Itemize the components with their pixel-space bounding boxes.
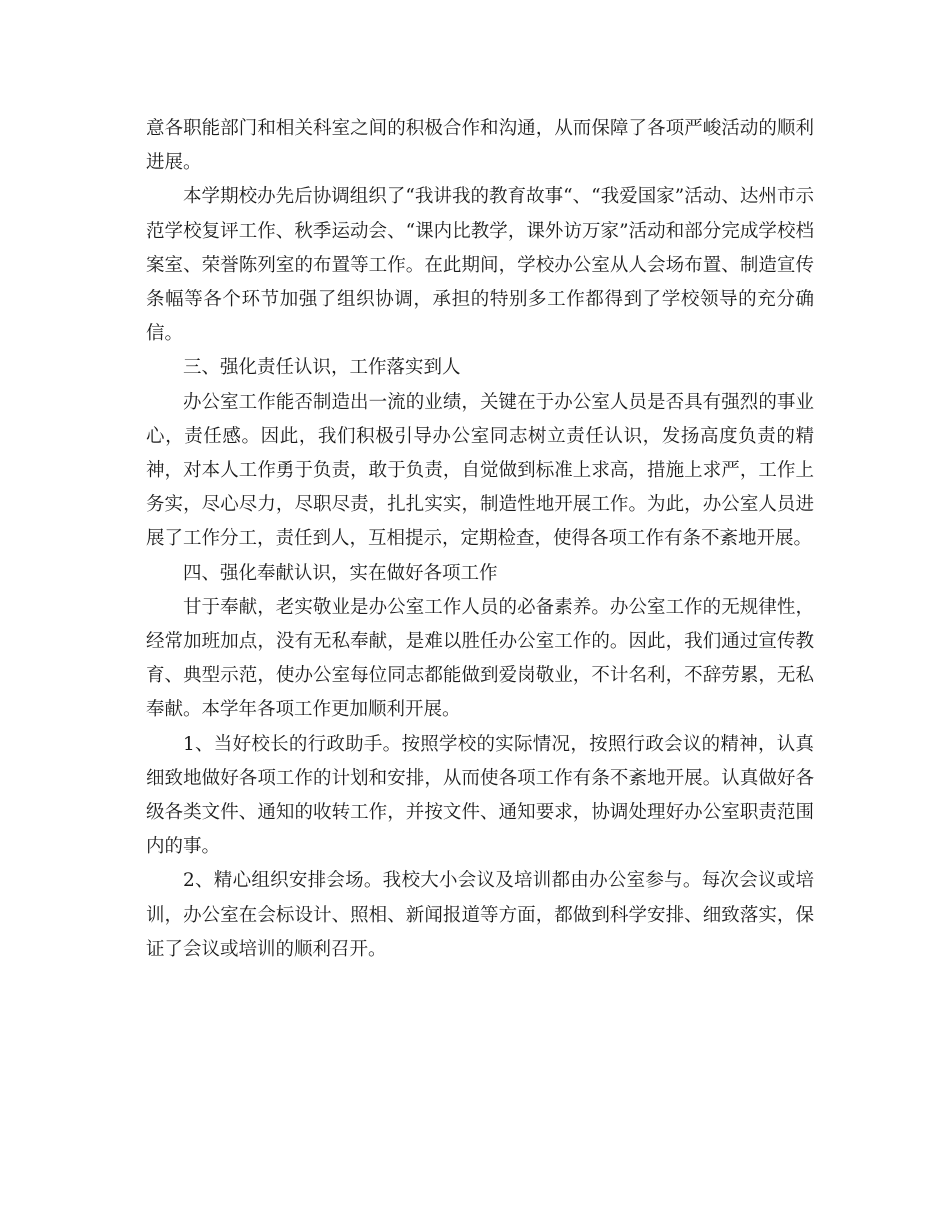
list-item-meeting-arrangement: 2、精心组织安排会场。我校大小会议及培训都由办公室参与。每次会议或培训，办公室在会标设计、照相、新闻报道等方面，都做到科学安排、细致落实，保证了会议或培训的顺利召开。 [146, 870, 814, 960]
paragraph-dedication: 甘于奉献，老实敬业是办公室工作人员的必备素养。办公室工作的无规律性，经常加班加点，没有无私奉献，是难以胜任办公室工作的。因此，我们通过宣传教育、典型示范，使办公室每位同志都能做到爱岗敬业，不计名利，不辞劳累，无私奉献。本学年各项工作更加顺利开展。 [146, 596, 814, 721]
section-heading-dedication: 四、强化奉献认识，实在做好各项工作 [183, 562, 498, 584]
paragraph-school-office-activities: 本学期校办先后协调组织了“我讲我的教育故事“、“我爱国家”活动、达州市示范学校复评工作、秋季运动会、“课内比教学，课外访万家”活动和部分完成学校档案室、荣誉陈列室的布置等工作。在此期间，学校办公室从人会场布置、制造宣传条幅等各个环节加强了组织协调，承担的特别多工作都得到了学校领导的充分确信。 [146, 186, 814, 345]
section-heading-responsibility: 三、强化责任认识，工作落实到人 [183, 357, 461, 379]
paragraph-responsibility: 办公室工作能否制造出一流的业绩，关键在于办公室人员是否具有强烈的事业心，责任感。因此，我们积极引导办公室同志树立责任认识，发扬高度负责的精神，对本人工作勇于负责，敢于负责，自觉做到标准上求高，措施上求严，工作上务实，尽心尽力，尽职尽责，扎扎实实，制造性地开展工作。为此，办公室人员进展了工作分工，责任到人，互相提示，定期检查，使得各项工作有条不紊地开展。 [146, 391, 814, 550]
document-body [146, 112, 814, 967]
paragraph-continuation: 意各职能部门和相关科室之间的积极合作和沟通，从而保障了各项严峻活动的顺利进展。 [146, 118, 814, 174]
list-item-principal-assistant: 1、当好校长的行政助手。按照学校的实际情况，按照行政会议的精神，认真细致地做好各项工作的计划和安排，从而使各项工作有条不紊地开展。认真做好各级各类文件、通知的收转工作，并按文件、通知要求，协调处理好办公室职责范围内的事。 [146, 733, 814, 858]
